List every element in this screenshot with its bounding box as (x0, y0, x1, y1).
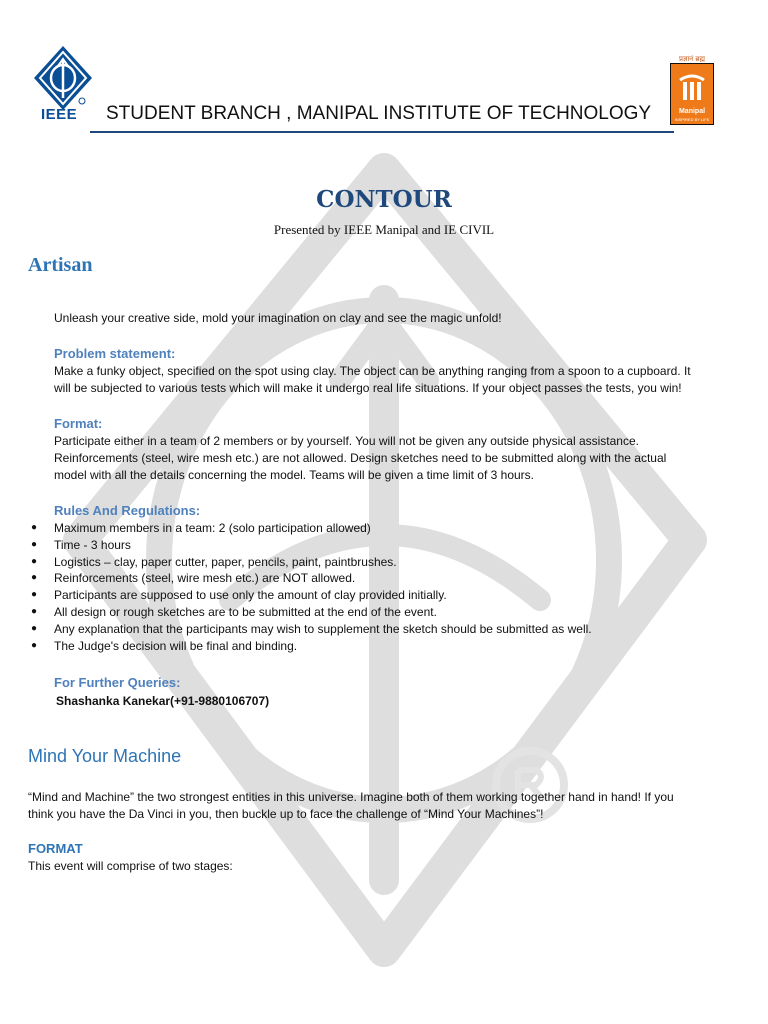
mind-machine-heading: Mind Your Machine (28, 746, 182, 766)
intro-line: “Mind and Machine” the two strongest entities in this universe. Imagine both of them working together hand in hand! If you (28, 790, 674, 804)
rule-text: Any explanation that the participants may wish to supplement the sketch should be submitted as well. (54, 621, 592, 636)
manipal-logo (670, 55, 714, 127)
queries-heading: For Further Queries: (54, 675, 181, 690)
rule-text: The Judge's decision will be final and binding. (54, 638, 298, 653)
manipal-logo-text: Manipal (678, 108, 706, 115)
problem-line: Make a funky object, specified on the spot using clay. The object can be anything ranging from a spoon to a cupboard. It (54, 364, 691, 378)
list-item: ● Logistics – clay, paper cutter, paper, pencils, paint, paintbrushes. (31, 554, 397, 569)
format-line: Reinforcements (steel, wire mesh etc.) are not allowed. Design sketches need to be submitted along with the actual (54, 451, 667, 465)
rule-text: Logistics – clay, paper cutter, paper, pencils, paint, paintbrushes. (54, 554, 397, 569)
header-divider (90, 131, 674, 133)
manipal-logo-tagline: INSPIRED BY LIFE (674, 117, 710, 122)
ieee-logo-text: IEEE (41, 106, 78, 123)
problem-text (54, 363, 691, 397)
list-item: ● Any explanation that the participants may wish to supplement the sketch should be submitted as well. (31, 621, 592, 636)
rules-heading: Rules And Regulations: (54, 503, 201, 518)
document-title: CONTOUR (316, 186, 452, 213)
manipal-logo-script: प्रज्ञानं ब्रह्म (679, 55, 705, 63)
list-item: ● Participants are supposed to use only the amount of clay provided initially. (31, 588, 447, 603)
rule-text: Participants are supposed to use only the amount of clay provided initially. (54, 588, 447, 603)
mind-format-text: This event will comprise of two stages: (28, 859, 233, 873)
format-text (54, 433, 666, 484)
manipal-emblem-icon (671, 66, 713, 108)
format-line: Participate either in a team of 2 members or by yourself. You will not be given any outside physical assistance. (54, 434, 639, 448)
contact-text: Shashanka Kanekar(+91-9880106707) (56, 694, 270, 708)
artisan-heading: Artisan (28, 254, 93, 276)
list-item: ● Maximum members in a team: 2 (solo participation allowed) (31, 521, 371, 535)
problem-line: will be subjected to various tests which will make it undergo real life situations. If your object passes the tests, you win! (54, 381, 682, 395)
branch-title: STUDENT BRANCH , MANIPAL INSTITUTE OF TECHNOLOGY (106, 103, 652, 124)
list-item: ● The Judge's decision will be final and binding. (31, 638, 298, 653)
rules-list (28, 520, 592, 654)
mind-format-heading: FORMAT (28, 841, 83, 856)
rule-text: Maximum members in a team: 2 (solo participation allowed) (54, 521, 371, 535)
rule-text: Reinforcements (steel, wire mesh etc.) are NOT allowed. (54, 571, 356, 586)
rule-text: Time - 3 hours (54, 537, 131, 552)
mind-machine-intro (28, 789, 674, 823)
format-heading: Format: (54, 416, 103, 431)
intro-line: think you have the Da Vinci in you, then buckle up to face the challenge of “Mind Your Machines”! (28, 807, 544, 821)
list-item: ● Reinforcements (steel, wire mesh etc.) are NOT allowed. (31, 571, 356, 586)
document-subtitle: Presented by IEEE Manipal and IE CIVIL (273, 222, 495, 237)
format-line: model with all the details concerning the model. Teams will be given a time limit of 3 hours. (54, 468, 535, 482)
problem-heading: Problem statement: (54, 346, 176, 361)
list-item: ● All design or rough sketches are to be submitted at the end of the event. (31, 604, 437, 619)
list-item: ● Time - 3 hours (31, 537, 131, 552)
artisan-intro: Unleash your creative side, mold your imagination on clay and see the magic unfold! (54, 311, 502, 325)
rule-text: All design or rough sketches are to be submitted at the end of the event. (54, 604, 437, 619)
